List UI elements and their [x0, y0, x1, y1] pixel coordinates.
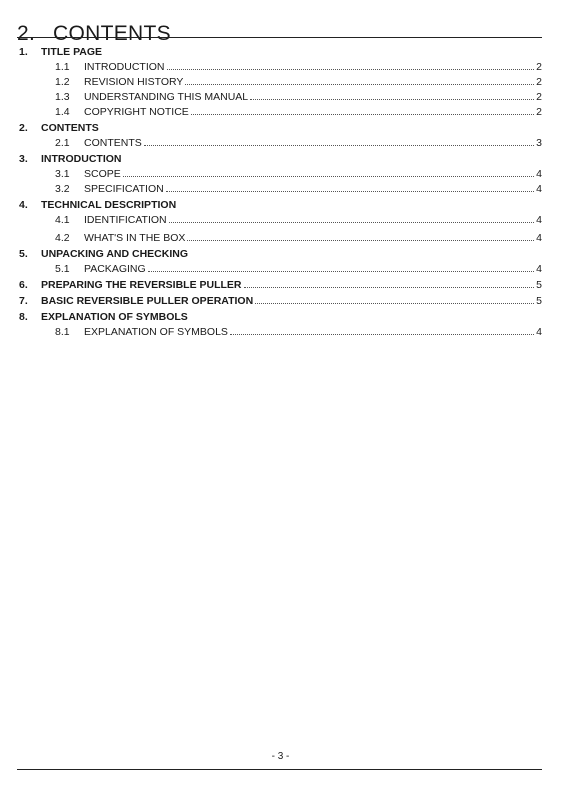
toc-subentry-number: 1.3	[55, 91, 70, 103]
toc-section	[19, 152, 542, 197]
toc-subentry-title: SCOPE	[84, 168, 121, 180]
toc-subentry[interactable]	[19, 262, 542, 277]
toc-subentry[interactable]	[19, 60, 542, 75]
toc-entry[interactable]	[19, 247, 542, 262]
toc-subentry-title: WHAT'S IN THE BOX	[84, 232, 186, 244]
toc-entry[interactable]	[19, 198, 542, 213]
toc-subentry-page: 4	[536, 326, 542, 338]
toc-leader-dots	[250, 99, 534, 100]
toc-subentry-number: 1.2	[55, 76, 70, 88]
toc-entry-number: 7.	[19, 295, 28, 307]
toc-entry-number: 4.	[19, 199, 28, 211]
toc-entry-title: UNPACKING AND CHECKING	[41, 248, 188, 260]
toc-leader-dots	[191, 114, 534, 115]
toc-entry-title: TITLE PAGE	[41, 46, 103, 58]
toc-subentry-title: REVISION HISTORY	[84, 76, 184, 88]
toc-entry[interactable]	[19, 45, 542, 60]
toc-subentry-title: UNDERSTANDING THIS MANUAL	[84, 91, 249, 103]
toc-section	[19, 294, 542, 309]
toc-subentry-page: 4	[536, 263, 542, 275]
toc-subentry[interactable]	[19, 75, 542, 90]
toc-subentry-page: 3	[536, 137, 542, 149]
toc-entry-number: 5.	[19, 248, 28, 260]
toc-section	[19, 247, 542, 277]
toc-subentry-page: 2	[536, 106, 542, 118]
toc-entry-title: PREPARING THE REVERSIBLE PULLER	[41, 279, 242, 291]
toc-leader-dots	[185, 84, 534, 85]
toc-leader-dots	[169, 222, 534, 223]
toc-subentry[interactable]	[19, 231, 542, 246]
toc-entry[interactable]	[19, 294, 542, 309]
toc-entry-title: TECHNICAL DESCRIPTION	[41, 199, 177, 211]
toc-entry-number: 2.	[19, 122, 28, 134]
toc-entry[interactable]	[19, 152, 542, 167]
toc-subentry[interactable]	[19, 105, 542, 120]
toc-subentry-page: 4	[536, 168, 542, 180]
toc-section	[19, 198, 542, 246]
toc-subentry-title: INTRODUCTION	[84, 61, 165, 73]
toc-subentry-number: 1.4	[55, 106, 70, 118]
toc-section	[19, 121, 542, 151]
heading-divider	[17, 37, 542, 38]
toc-subentry[interactable]	[19, 167, 542, 182]
footer-page-number: - 3 -	[271, 751, 290, 762]
toc-subentry-number: 4.2	[55, 232, 70, 244]
toc-subentry-number: 4.1	[55, 214, 70, 226]
toc-entry-number: 6.	[19, 279, 28, 291]
toc-entry[interactable]	[19, 278, 542, 293]
toc-subentry-page: 4	[536, 183, 542, 195]
toc-subentry-page: 2	[536, 61, 542, 73]
toc-entry[interactable]	[19, 310, 542, 325]
toc-subentry-title: CONTENTS	[84, 137, 142, 149]
toc-subentry-number: 3.1	[55, 168, 70, 180]
toc-subentry[interactable]	[19, 90, 542, 105]
toc-subentry[interactable]	[19, 182, 542, 197]
page-title-number: 2.	[17, 22, 36, 46]
toc-entry-title: BASIC REVERSIBLE PULLER OPERATION	[41, 295, 254, 307]
toc-entry-number: 8.	[19, 311, 28, 323]
toc-subentry-number: 8.1	[55, 326, 70, 338]
page-title-text: CONTENTS	[53, 22, 171, 46]
toc-leader-dots	[144, 145, 534, 146]
toc-leader-dots	[167, 69, 535, 70]
toc-subentry[interactable]	[19, 213, 542, 228]
toc-subentry-number: 5.1	[55, 263, 70, 275]
toc-subentry-title: COPYRIGHT NOTICE	[84, 106, 189, 118]
toc-leader-dots	[187, 240, 534, 241]
toc-leader-dots	[255, 303, 534, 304]
toc-entry-page: 5	[536, 279, 542, 291]
footer-divider	[17, 769, 542, 770]
toc-section	[19, 310, 542, 340]
toc-leader-dots	[123, 176, 534, 177]
toc-entry-number: 3.	[19, 153, 28, 165]
toc-subentry-title: EXPLANATION OF SYMBOLS	[84, 326, 228, 338]
toc-subentry-number: 1.1	[55, 61, 70, 73]
toc-subentry-page: 4	[536, 232, 542, 244]
toc-subentry-title: PACKAGING	[84, 263, 146, 275]
toc-section	[19, 278, 542, 293]
toc-subentry-number: 3.2	[55, 183, 70, 195]
toc-entry-title: CONTENTS	[41, 122, 99, 134]
toc-subentry-title: SPECIFICATION	[84, 183, 164, 195]
toc-leader-dots	[166, 191, 534, 192]
toc-leader-dots	[230, 334, 534, 335]
table-of-contents	[19, 44, 542, 340]
toc-section	[19, 45, 542, 120]
toc-subentry-page: 2	[536, 76, 542, 88]
toc-subentry[interactable]	[19, 325, 542, 340]
toc-subentry-title: IDENTIFICATION	[84, 214, 167, 226]
toc-leader-dots	[244, 287, 535, 288]
toc-entry-number: 1.	[19, 46, 28, 58]
page-title	[17, 22, 171, 46]
toc-leader-dots	[148, 271, 534, 272]
toc-entry-title: EXPLANATION OF SYMBOLS	[41, 311, 188, 323]
toc-entry-page: 5	[536, 295, 542, 307]
toc-subentry[interactable]	[19, 136, 542, 151]
toc-subentry-number: 2.1	[55, 137, 70, 149]
toc-subentry-page: 4	[536, 214, 542, 226]
toc-entry-title: INTRODUCTION	[41, 153, 122, 165]
toc-subentry-page: 2	[536, 91, 542, 103]
toc-entry[interactable]	[19, 121, 542, 136]
